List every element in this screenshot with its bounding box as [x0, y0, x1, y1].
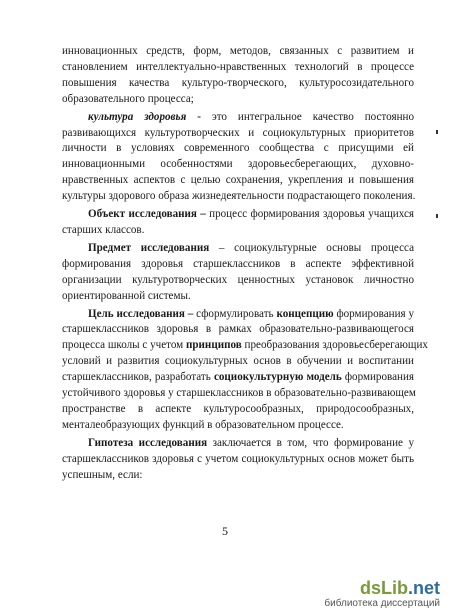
text-line [62, 436, 414, 452]
text-line [62, 207, 414, 223]
text-line: развивающихся культуротворческих и социокультурных приоритетов [62, 126, 414, 139]
text-line: нравственных аспектов с целью сохранения, укрепления и повышения [62, 174, 414, 187]
paragraph-hypothesis [62, 436, 414, 484]
text-line: ориентированной системы. [62, 289, 191, 302]
text-span: это интегральное качество постоянно [211, 110, 414, 123]
text-span: сформулировать [193, 307, 277, 320]
term-hypothesis: Гипотеза исследования [88, 436, 208, 449]
watermark-logo [324, 578, 440, 610]
text-line: менталеобразующих функций в образовательном процессе. [62, 418, 344, 431]
text-line: личности в условиях современного сообщества с присущими ей [62, 142, 414, 155]
term-dash: - [186, 110, 212, 123]
text-line: успешным, если: [62, 468, 143, 481]
text-line: организации культуротворческих ценностных установок личностно [62, 273, 414, 286]
text-span: процесса школы с учетом [62, 339, 186, 352]
text-line: устойчивого здоровья у старшеклассников в образовательно-развивающем [62, 387, 416, 400]
text-line: инновационными особенностями здоровьесберегающих, духовно- [62, 158, 414, 171]
text-span: старшеклассников, разработать [62, 371, 214, 384]
term-research-goal: Цель исследования – [88, 307, 194, 320]
text-line: формирования здоровья старшеклассников в аспекте эффективной [62, 257, 414, 270]
text-line: старшеклассников здоровья в рамках образовательно-развивающегося [62, 323, 414, 336]
paragraph-continuation [62, 44, 414, 108]
paragraph-research-subject [62, 241, 414, 305]
paragraph-research-goal [62, 307, 428, 434]
text-line [62, 241, 414, 257]
page-number: 5 [222, 524, 228, 538]
text-span: – социокультурные основы процесса [209, 241, 414, 254]
text-line [62, 110, 414, 126]
text-line: повышения качества культуро-творческого, культуросозидательного [62, 76, 414, 89]
text-span: преобразования здоровьесберегающих [241, 339, 428, 352]
keyword-concept: концепцию [276, 307, 334, 320]
watermark-logo-part1: dsLib [359, 578, 408, 598]
text-line: образовательного процесса; [62, 92, 194, 105]
text-line: условий и развития социокультурных основ в обучении и воспитании [62, 355, 414, 368]
keyword-principles: принципов [185, 339, 242, 352]
text-line [62, 338, 428, 354]
term-health-culture: культура здоровья [88, 110, 187, 123]
paragraph-research-object [62, 207, 414, 239]
text-line: инновационных средств, форм, методов, связанных с развитием и [62, 45, 414, 57]
watermark-logo-text [324, 578, 440, 598]
paragraph-health-culture [62, 110, 414, 205]
watermark-logo-part2: .net [407, 578, 440, 598]
text-line: старших классов. [62, 223, 145, 236]
text-span: заключается в том, что формирование у [207, 436, 414, 449]
text-line: старшеклассников здоровья с учетом социокультурных основ может быть [62, 452, 414, 465]
text-line: становлением интеллектуально-нравственных технологий в процессе [62, 60, 414, 73]
text-line [62, 370, 414, 386]
scan-mark [436, 130, 438, 134]
text-span: формирования [341, 371, 415, 384]
keyword-model: социокультурную модель [213, 371, 342, 384]
text-line: пространстве в аспекте культуросообразных, природосообразных, [62, 402, 414, 415]
text-line [62, 307, 414, 323]
body-text [62, 44, 428, 483]
term-research-object: Объект исследования – [88, 208, 206, 221]
term-research-subject: Предмет исследования [88, 241, 210, 254]
scan-mark [436, 214, 438, 218]
text-line: культуры здорового образа жизнедеятельности подрастающего поколения. [62, 190, 416, 203]
watermark-subtitle: библиотека диссертаций [324, 598, 440, 609]
text-span: формирования у [333, 307, 414, 320]
text-span: процесс формирования здоровья учащихся [205, 208, 414, 221]
